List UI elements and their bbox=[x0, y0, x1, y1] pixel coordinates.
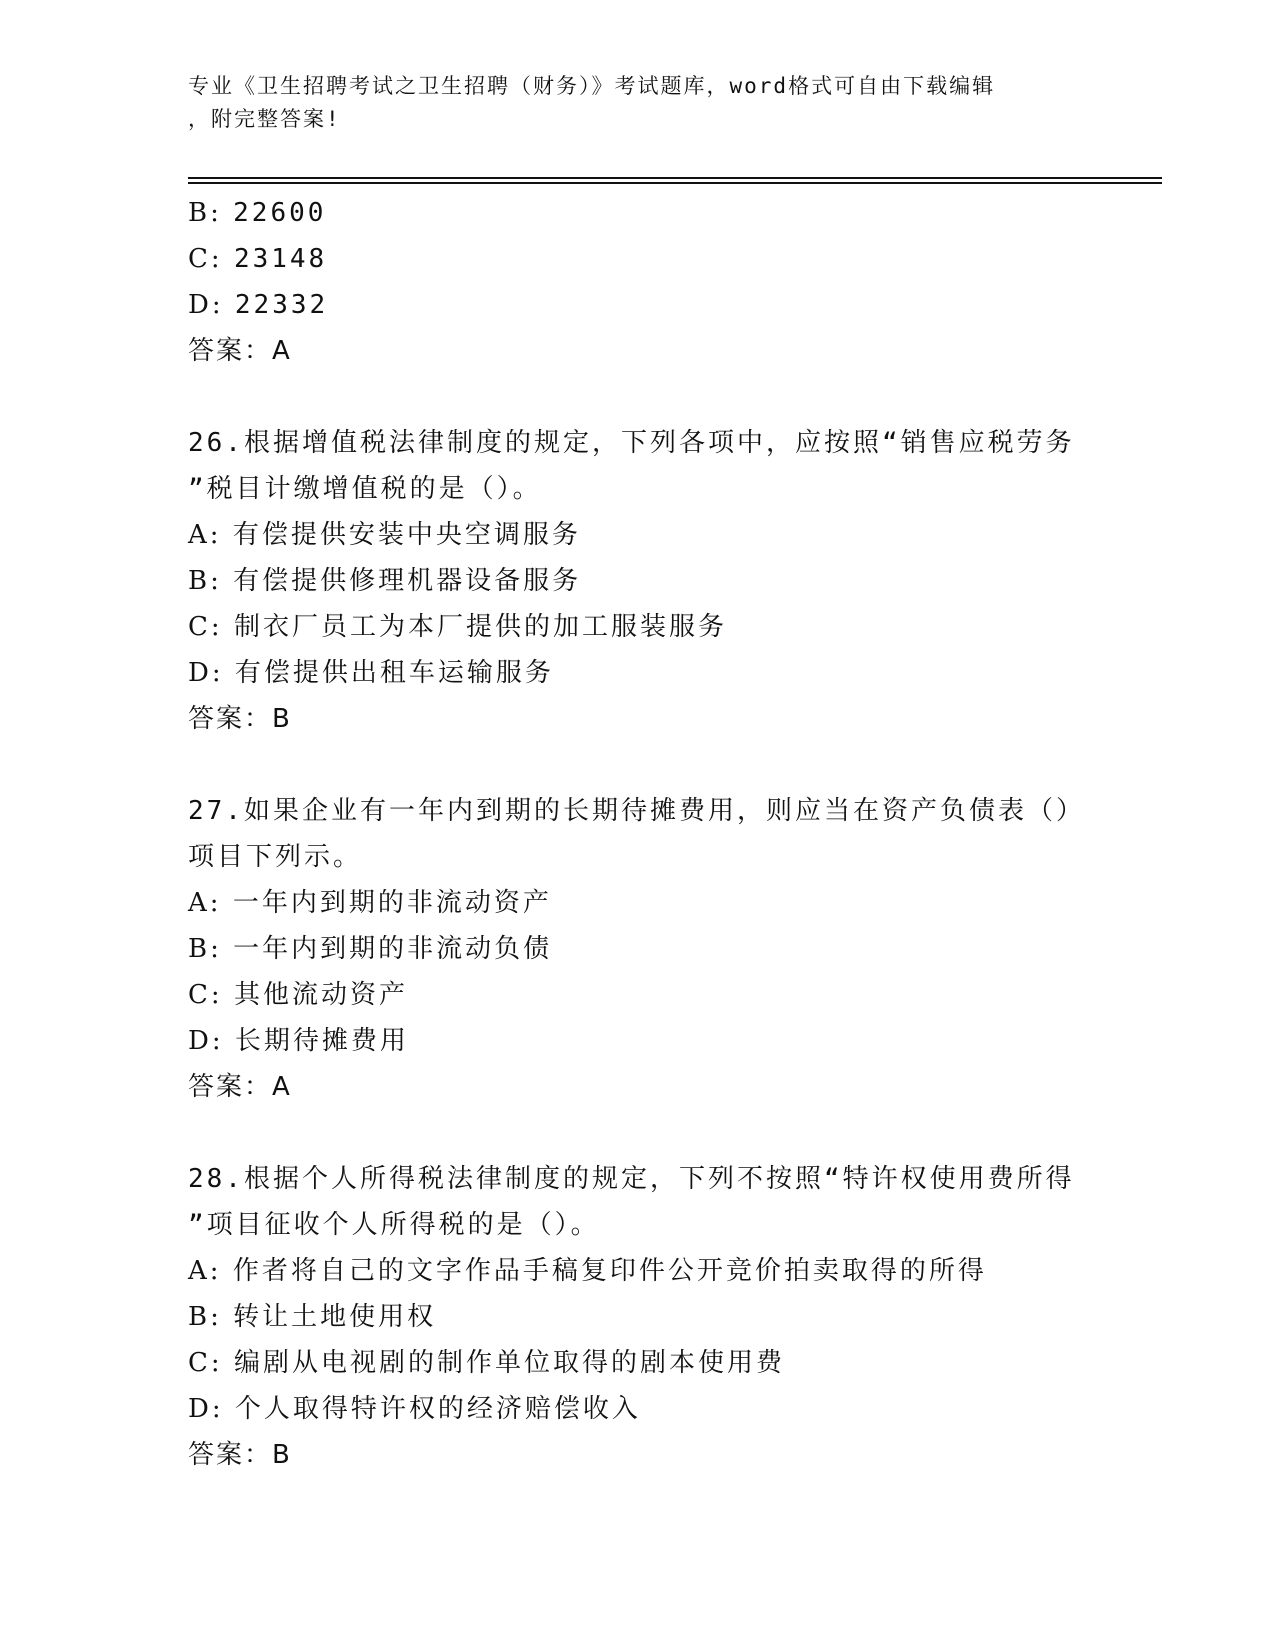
option-label: B bbox=[188, 198, 211, 228]
option-label: D bbox=[188, 1026, 212, 1056]
option-text: 作者将自己的文字作品手稿复印件公开竞价拍卖取得的所得 bbox=[232, 1256, 987, 1286]
option-label: C bbox=[188, 612, 211, 642]
option-d: D: 有偿提供出租车运输服务 bbox=[188, 658, 554, 688]
option-b: B: 一年内到期的非流动负债 bbox=[188, 934, 553, 964]
option-text: 其他流动资产 bbox=[233, 980, 408, 1010]
answer-line: 答案：B bbox=[188, 704, 292, 734]
option-text: 23148 bbox=[233, 244, 328, 274]
question-text-line-2: ”税目计缴增值税的是（）。 bbox=[188, 474, 542, 504]
option-label: B bbox=[188, 566, 211, 596]
question-28 bbox=[188, 1156, 1088, 1478]
option-d: D: 22332 bbox=[188, 290, 329, 320]
option-text: 个人取得特许权的经济赔偿收入 bbox=[234, 1394, 641, 1424]
answer-line: 答案：B bbox=[188, 1440, 292, 1470]
question-text-line-1: 26.根据增值税法律制度的规定，下列各项中，应按照“销售应税劳务 bbox=[188, 428, 1075, 458]
partial-question bbox=[188, 190, 1088, 374]
option-a: A: 一年内到期的非流动资产 bbox=[188, 888, 552, 918]
question-text-line-1: 28.根据个人所得税法律制度的规定，下列不按照“特许权使用费所得 bbox=[188, 1164, 1075, 1194]
document-header bbox=[188, 70, 1068, 136]
option-c: C: 制衣厂员工为本厂提供的加工服装服务 bbox=[188, 612, 727, 642]
option-label: C bbox=[188, 980, 211, 1010]
answer-line: 答案：A bbox=[188, 1072, 292, 1102]
option-text: 转让土地使用权 bbox=[233, 1302, 437, 1332]
option-text: 22600 bbox=[233, 198, 327, 228]
option-text: 长期待摊费用 bbox=[234, 1026, 409, 1056]
question-text-line-2: 项目下列示。 bbox=[188, 842, 363, 872]
option-c: C: 其他流动资产 bbox=[188, 980, 408, 1010]
option-text: 22332 bbox=[234, 290, 329, 320]
option-text: 编剧从电视剧的制作单位取得的剧本使用费 bbox=[233, 1348, 785, 1378]
option-label: B bbox=[188, 1302, 211, 1332]
option-d: D: 长期待摊费用 bbox=[188, 1026, 409, 1056]
option-a: A: 有偿提供安装中央空调服务 bbox=[188, 520, 581, 550]
header-line-2: ，附完整答案! bbox=[188, 107, 341, 131]
option-b: B: 有偿提供修理机器设备服务 bbox=[188, 566, 582, 596]
option-c: C: 23148 bbox=[188, 244, 328, 274]
question-26 bbox=[188, 420, 1088, 742]
question-text-line-1: 27.如果企业有一年内到期的长期待摊费用，则应当在资产负债表（） bbox=[188, 796, 1085, 826]
question-text-line-2: ”项目征收个人所得税的是（）。 bbox=[188, 1210, 600, 1240]
option-a: A: 作者将自己的文字作品手稿复印件公开竞价拍卖取得的所得 bbox=[188, 1256, 987, 1286]
header-line-1: 专业《卫生招聘考试之卫生招聘（财务）》考试题库，word格式可自由下载编辑 bbox=[188, 74, 996, 98]
option-label: D bbox=[188, 1394, 212, 1424]
option-label: A bbox=[188, 520, 210, 550]
answer-line: 答案：A bbox=[188, 336, 292, 366]
option-d: D: 个人取得特许权的经济赔偿收入 bbox=[188, 1394, 641, 1424]
option-text: 一年内到期的非流动资产 bbox=[232, 888, 552, 918]
option-label: D bbox=[188, 290, 212, 320]
option-c: C: 编剧从电视剧的制作单位取得的剧本使用费 bbox=[188, 1348, 785, 1378]
question-27 bbox=[188, 788, 1088, 1110]
option-label: B bbox=[188, 934, 211, 964]
option-label: A bbox=[188, 888, 210, 918]
option-b: B: 转让土地使用权 bbox=[188, 1302, 437, 1332]
option-text: 有偿提供修理机器设备服务 bbox=[233, 566, 582, 596]
option-label: D bbox=[188, 658, 212, 688]
option-text: 有偿提供安装中央空调服务 bbox=[232, 520, 581, 550]
option-label: C bbox=[188, 244, 211, 274]
option-label: C bbox=[188, 1348, 211, 1378]
option-text: 制衣厂员工为本厂提供的加工服装服务 bbox=[233, 612, 727, 642]
option-label: A bbox=[188, 1256, 210, 1286]
option-text: 有偿提供出租车运输服务 bbox=[234, 658, 554, 688]
header-divider-top bbox=[188, 177, 1162, 179]
header-divider-bottom bbox=[188, 182, 1162, 184]
question-content bbox=[188, 190, 1088, 1478]
option-text: 一年内到期的非流动负债 bbox=[233, 934, 553, 964]
option-b: B: 22600 bbox=[188, 198, 327, 228]
